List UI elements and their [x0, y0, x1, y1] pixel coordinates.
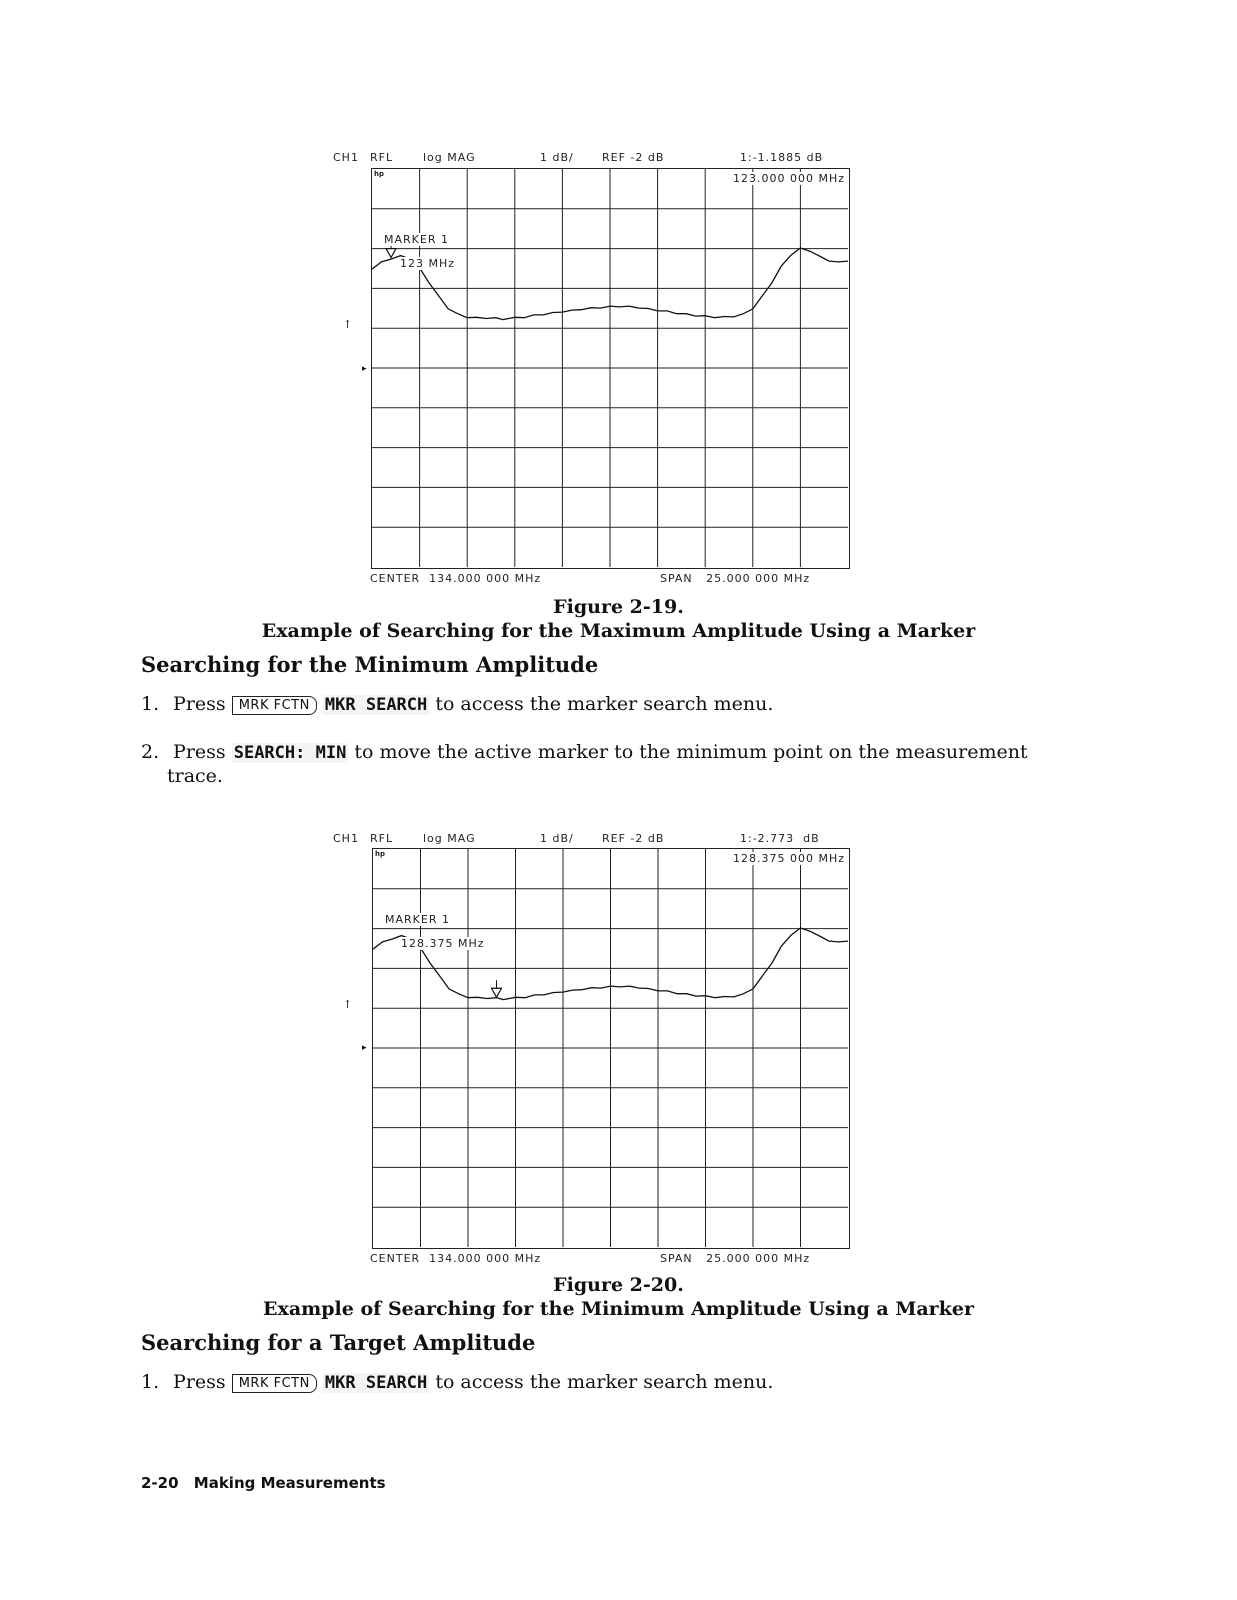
- marker-icon: [492, 988, 502, 997]
- scale-label: 1 dB/: [540, 832, 574, 845]
- mrk-fctn-key[interactable]: MRK FCTN: [232, 1374, 317, 1393]
- trace-grid: [371, 168, 850, 569]
- marker-frequency: 128.375 000 MHz: [732, 852, 845, 865]
- reference-label: REF -2 dB: [602, 151, 665, 164]
- scale-label: 1 dB/: [540, 151, 574, 164]
- mkr-search-softkey[interactable]: MKR SEARCH: [324, 695, 428, 715]
- marker-box-title: MARKER 1: [384, 233, 449, 246]
- step-text: to access the marker search menu.: [435, 693, 774, 715]
- step-text: to move the active marker to the minimum point on the measurement: [354, 741, 1028, 763]
- channel-label: CH1: [333, 832, 359, 845]
- span-frequency: SPAN 25.000 000 MHz: [660, 572, 811, 585]
- marker-box-value: 123 MHz: [400, 257, 456, 270]
- reference-position-icon: ▸: [362, 1043, 367, 1053]
- step-number: 1.: [141, 1371, 160, 1393]
- reference-arrow-icon: ↑: [343, 318, 353, 331]
- step-item: [141, 740, 1028, 765]
- chapter-title: Making Measurements: [193, 1474, 386, 1492]
- format-label: log MAG: [423, 832, 476, 845]
- hp-logo-icon: hp: [374, 170, 384, 178]
- step-item: [141, 692, 773, 717]
- center-frequency: CENTER 134.000 000 MHz: [370, 572, 542, 585]
- page-number: 2-20: [141, 1474, 179, 1492]
- hp-logo-icon: hp: [375, 850, 385, 858]
- trace-plot: [372, 169, 848, 567]
- page-footer: [141, 1474, 386, 1492]
- trace-plot: [373, 849, 848, 1247]
- marker-box-value: 128.375 MHz: [401, 937, 485, 950]
- step-text: to access the marker search menu.: [435, 1371, 774, 1393]
- trace-grid: [372, 848, 850, 1249]
- marker-frequency: 123.000 000 MHz: [732, 172, 845, 185]
- step-item: [141, 1370, 773, 1395]
- step-text: Press: [173, 741, 226, 763]
- reference-label: REF -2 dB: [602, 832, 665, 845]
- span-frequency: SPAN 25.000 000 MHz: [660, 1252, 811, 1265]
- figure-caption: Example of Searching for the Minimum Amplitude Using a Marker: [263, 1298, 974, 1320]
- marker-readout: 1:-2.773 dB: [740, 832, 820, 845]
- format-label: log MAG: [423, 151, 476, 164]
- section-heading: Searching for the Minimum Amplitude: [141, 652, 599, 677]
- figure-number: Figure 2-19.: [553, 596, 684, 618]
- step-text: Press: [173, 693, 226, 715]
- section-heading: Searching for a Target Amplitude: [141, 1330, 536, 1355]
- reference-position-icon: ▸: [362, 364, 367, 374]
- step-number: 2.: [141, 741, 160, 763]
- step-text-continued: trace.: [167, 765, 223, 787]
- search-min-softkey[interactable]: SEARCH: MIN: [233, 743, 347, 763]
- channel-label: CH1: [333, 151, 359, 164]
- step-number: 1.: [141, 693, 160, 715]
- mkr-search-softkey[interactable]: MKR SEARCH: [324, 1373, 428, 1393]
- reference-arrow-icon: ↑: [343, 998, 353, 1011]
- measurement-label: RFL: [370, 832, 394, 845]
- measurement-label: RFL: [370, 151, 394, 164]
- marker-icon: [386, 249, 396, 258]
- marker-readout: 1:-1.1885 dB: [740, 151, 824, 164]
- step-text: Press: [173, 1371, 226, 1393]
- figure-number: Figure 2-20.: [553, 1274, 684, 1296]
- marker-box-title: MARKER 1: [385, 913, 450, 926]
- center-frequency: CENTER 134.000 000 MHz: [370, 1252, 542, 1265]
- figure-caption: Example of Searching for the Maximum Amplitude Using a Marker: [261, 620, 976, 642]
- mrk-fctn-key[interactable]: MRK FCTN: [232, 696, 317, 715]
